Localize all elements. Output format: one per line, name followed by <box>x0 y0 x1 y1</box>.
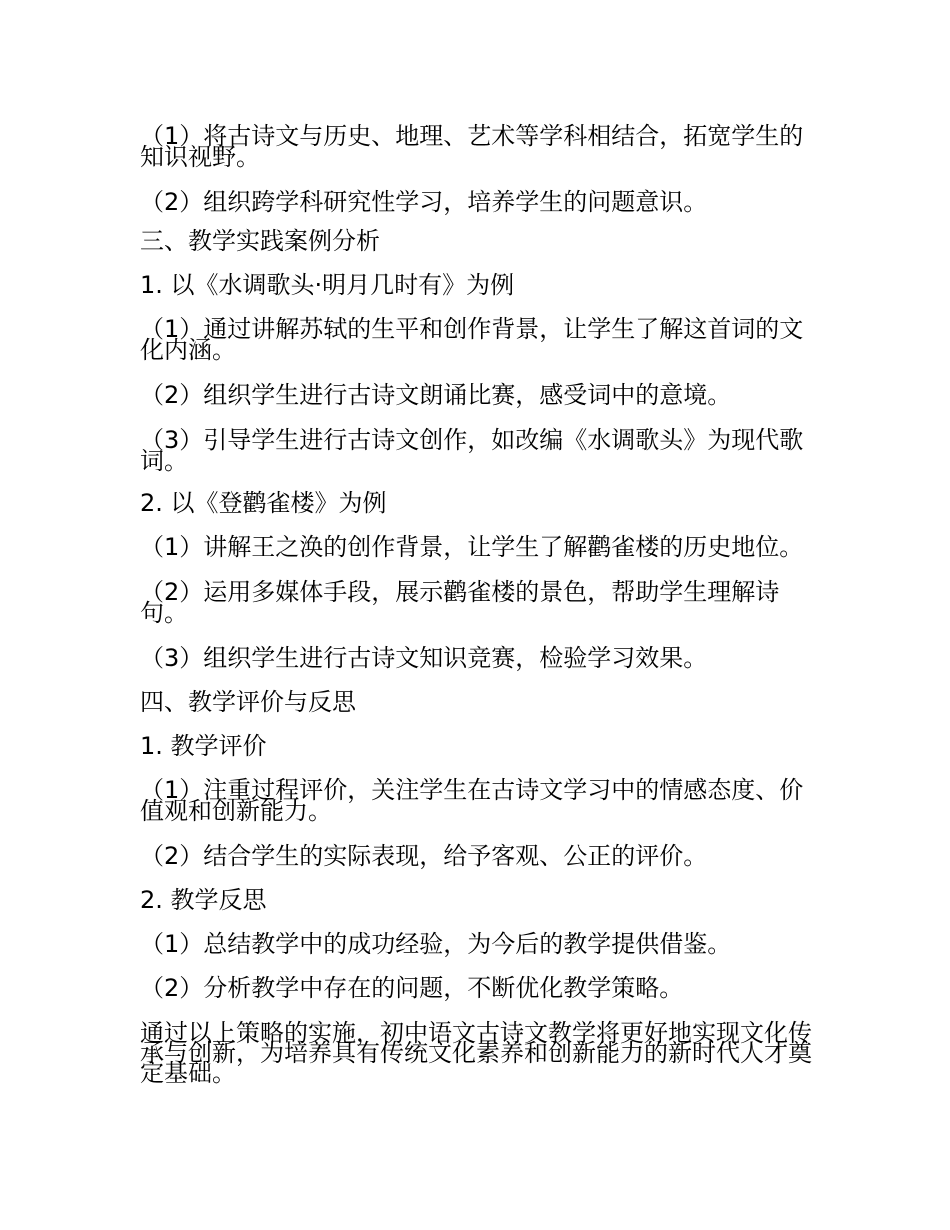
paragraph: （3）引导学生进行古诗文创作，如改编《水调歌头》为现代歌词。 <box>140 426 804 475</box>
section-heading: 四、教学评价与反思 <box>140 688 356 716</box>
paragraph: （1）通过讲解苏轼的生平和创作背景，让学生了解这首词的文化内涵。 <box>140 315 804 364</box>
paragraph: （2）分析教学中存在的问题，不断优化教学策略。 <box>140 974 684 1002</box>
subsection-heading: 2. 以《登鹳雀楼》为例 <box>140 489 387 517</box>
subsection-heading: 1. 以《水调歌头·明月几时有》为例 <box>140 271 515 299</box>
paragraph: （1）讲解王之涣的创作背景，让学生了解鹳雀楼的历史地位。 <box>140 533 804 561</box>
paragraph: （1）将古诗文与历史、地理、艺术等学科相结合，拓宽学生的知识视野。 <box>140 122 804 171</box>
paragraph: （2）结合学生的实际表现，给予客观、公正的评价。 <box>140 842 708 870</box>
subsection-heading: 2. 教学反思 <box>140 886 267 914</box>
paragraph: （2）组织跨学科研究性学习，培养学生的问题意识。 <box>140 188 708 216</box>
paragraph: （1）总结教学中的成功经验，为今后的教学提供借鉴。 <box>140 930 732 958</box>
paragraph: （2）运用多媒体手段，展示鹳雀楼的景色，帮助学生理解诗句。 <box>140 578 780 627</box>
section-heading: 三、教学实践案例分析 <box>140 227 380 255</box>
document-body <box>140 122 820 1087</box>
subsection-heading: 1. 教学评价 <box>140 732 267 760</box>
paragraph: （3）组织学生进行古诗文知识竞赛，检验学习效果。 <box>140 644 708 672</box>
paragraph: （2）组织学生进行古诗文朗诵比赛，感受词中的意境。 <box>140 381 732 409</box>
closing-paragraph: 通过以上策略的实施，初中语文古诗文教学将更好地实现文化传承与创新，为培养具有传统文化素养和创新能力的新时代人才奠定基础。 <box>140 1019 812 1087</box>
paragraph: （1）注重过程评价，关注学生在古诗文学习中的情感态度、价值观和创新能力。 <box>140 776 804 825</box>
